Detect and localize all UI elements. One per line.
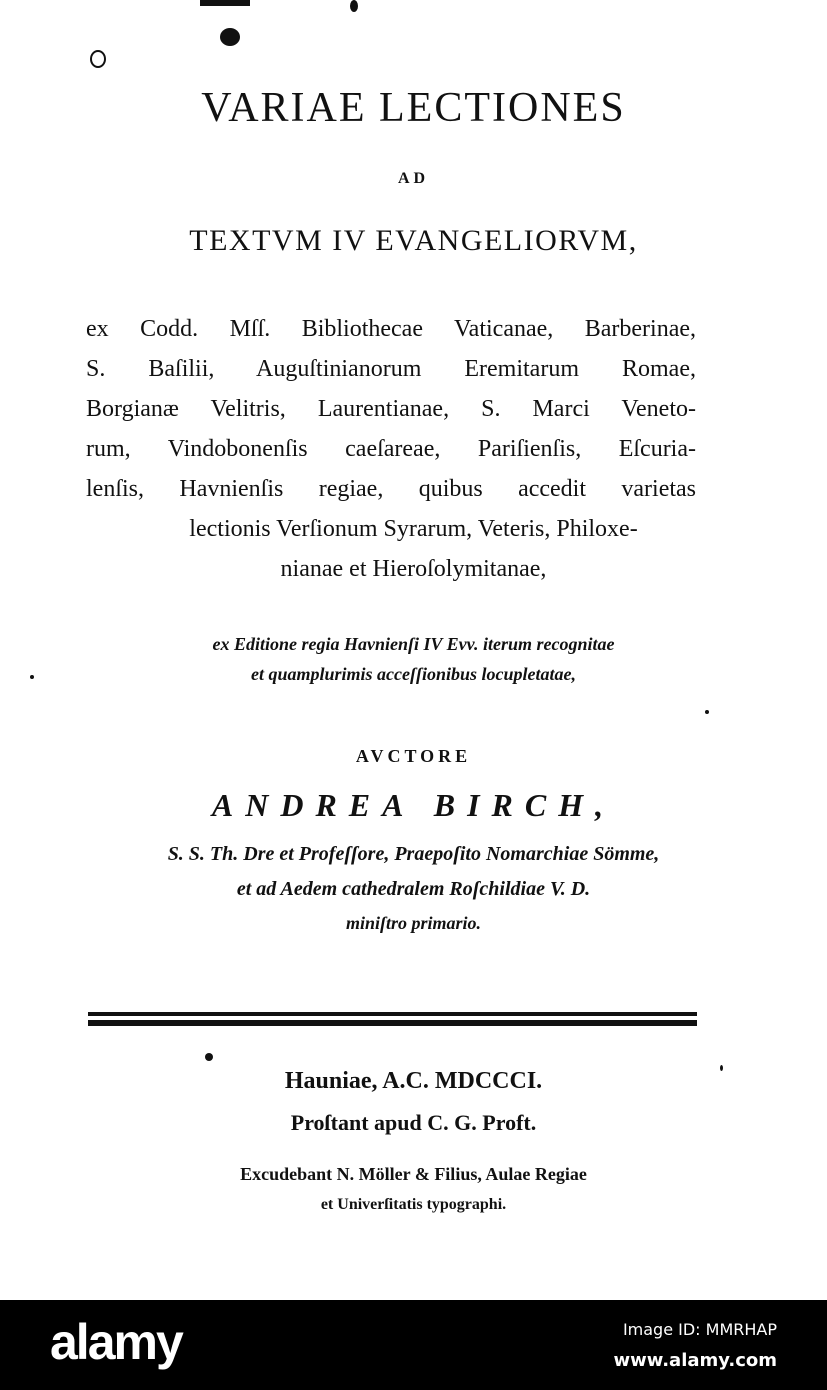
watermark-url: www.alamy.com xyxy=(613,1350,777,1371)
body-line: Borgianæ Velitris, Laurentianae, S. Marci Veneto- xyxy=(86,396,696,422)
body-line: S. Baſilii, Auguſtinianorum Eremitarum Romae, xyxy=(86,356,696,382)
scan-speck xyxy=(205,1053,213,1061)
body-line: lectionis Verſionum Syrarum, Veteris, Philoxe- xyxy=(189,516,638,542)
alamy-logo: alamy xyxy=(50,1314,182,1370)
imprint-printer: et Univerſitatis typographi. xyxy=(320,1196,507,1213)
imprint-place-date: Hauniae, A.C. MDCCCI. xyxy=(284,1068,543,1094)
body-line: rum, Vindobonenſis caeſareae, Pariſienſis, Eſcuria- xyxy=(86,436,696,462)
body-line: ex Codd. Mſſ. Bibliothecae Vaticanae, Barberinae, xyxy=(86,316,696,342)
author-title-line: miniſtro primario. xyxy=(345,913,482,933)
scan-speck xyxy=(220,28,240,46)
circle-mark-icon xyxy=(90,50,106,68)
book-title: VARIAE LECTIONES xyxy=(201,85,626,131)
double-rule xyxy=(88,1020,697,1026)
auctore-label: AVCTORE xyxy=(355,746,472,766)
imprint-seller: Proſtant apud C. G. Proft. xyxy=(290,1110,537,1135)
book-subtitle: TEXTVM IV EVANGELIORVM, xyxy=(189,224,638,257)
body-line: nianae et Hieroſolymitanae, xyxy=(280,556,547,582)
edition-line: ex Editione regia Havnienſi IV Evv. iterum recognitae xyxy=(212,634,615,654)
body-line: lenſis, Havnienſis regiae, quibus accedit varietas xyxy=(86,476,696,502)
author-title-line: et ad Aedem cathedralem Roſchildiae V. D. xyxy=(236,878,591,900)
double-rule xyxy=(88,1012,697,1016)
image-id: Image ID: MMRHAP xyxy=(622,1320,777,1339)
scan-speck xyxy=(705,710,709,714)
title-connector: AD xyxy=(397,170,430,187)
edition-line: et quamplurimis acceſſionibus locupletatae, xyxy=(251,664,576,684)
scan-speck xyxy=(350,0,358,12)
author-name: ANDREA BIRCH, xyxy=(211,787,616,823)
scan-speck xyxy=(200,0,250,6)
imprint-printer: Excudebant N. Möller & Filius, Aulae Regiae xyxy=(240,1164,587,1184)
author-title-line: S. S. Th. Dre et Profeſſore, Praepoſito Nomarchiae Sömme, xyxy=(167,843,660,865)
